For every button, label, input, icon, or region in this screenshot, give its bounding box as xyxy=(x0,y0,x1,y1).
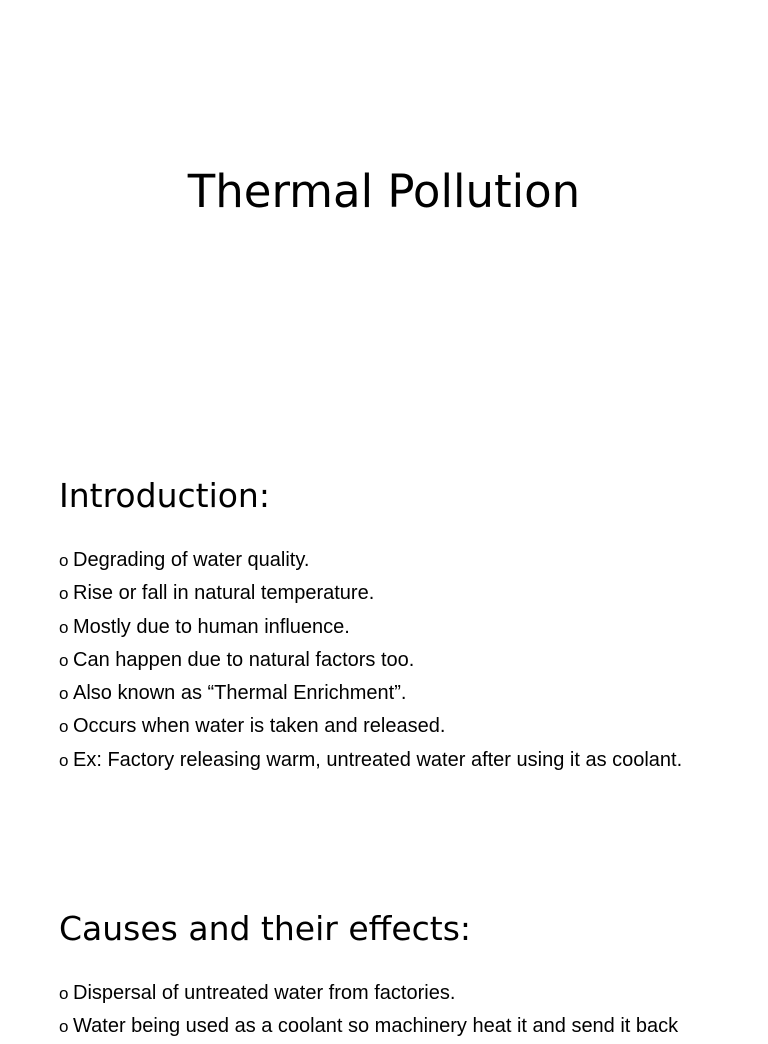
list-item-text: Degrading of water quality. xyxy=(73,549,310,571)
causes-list xyxy=(59,977,759,1044)
list-item-text: Also known as “Thermal Enrichment”. xyxy=(73,682,407,705)
causes-heading: Causes and their effects: xyxy=(59,909,472,948)
bullet-marker: o xyxy=(59,1017,69,1037)
bullet-marker: o xyxy=(59,551,69,570)
list-item-text: Mostly due to human influence. xyxy=(73,615,350,638)
bullet-marker: o xyxy=(59,717,69,737)
list-item-text: Dispersal of untreated water from factories. xyxy=(73,982,456,1004)
list-item xyxy=(59,977,759,1010)
bullet-marker: o xyxy=(59,584,69,604)
bullet-marker: o xyxy=(59,750,69,770)
bullet-marker: o xyxy=(59,684,69,704)
list-item-text: Water being used as a coolant so machinery heat it and send it back xyxy=(73,1015,679,1038)
bullet-marker: o xyxy=(59,650,69,670)
list-item xyxy=(59,611,759,644)
list-item-text: Ex: Factory releasing warm, untreated water after using it as coolant. xyxy=(73,748,683,771)
bullet-marker: o xyxy=(59,617,69,637)
list-item-text: Can happen due to natural factors too. xyxy=(73,648,415,671)
list-item-text: Occurs when water is taken and released. xyxy=(73,715,446,738)
introduction-list xyxy=(59,544,759,777)
list-item xyxy=(59,677,759,710)
introduction-heading: Introduction: xyxy=(59,476,270,515)
causes-section xyxy=(59,909,759,1044)
list-item xyxy=(59,710,759,743)
introduction-section xyxy=(59,476,759,777)
list-item xyxy=(59,644,759,677)
list-item xyxy=(59,577,759,610)
list-item xyxy=(59,744,759,777)
list-item xyxy=(59,1010,759,1043)
document-title: Thermal Pollution xyxy=(187,165,581,218)
list-item-text: Rise or fall in natural temperature. xyxy=(73,582,375,605)
list-item xyxy=(59,544,759,577)
bullet-marker: o xyxy=(59,984,69,1003)
